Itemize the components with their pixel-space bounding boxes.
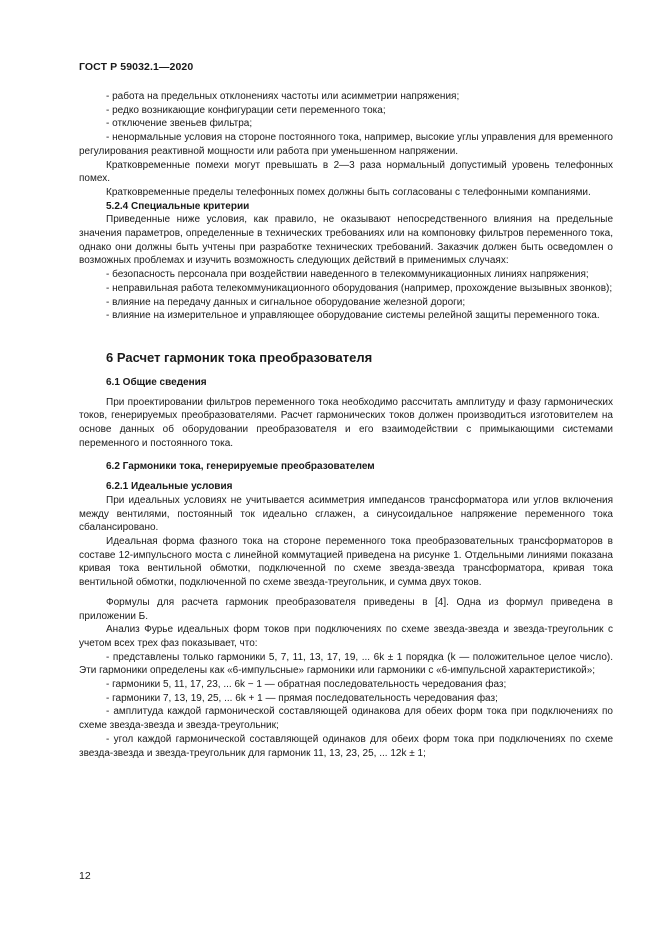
section-6-2-1-paragraph-1: При идеальных условиях не учитывается асимметрия импедансов трансформатора или углов включения между вентилями, постоянный ток идеально сглажен, а синусоидальное напряжение переменного тока сбалансировано. <box>79 494 613 534</box>
section-6-2-1-title: 6.2.1 Идеальные условия <box>106 481 233 493</box>
subsection-5-2-4-text: Приведенные ниже условия, как правило, не оказывают непосредственного влияния на предельные значения параметров, определенные в технических требованиях или на компоновку фильтров переменного тока, однако они должны быть учтены при разработке технических требований. Заказчик должен быть осведомлен о возможных проблемах и изучить возможность следующих действий в применимых случаях: <box>79 214 613 267</box>
section-6-1-text: При проектировании фильтров переменного тока необходимо рассчитать амплитуду и фазу гармонических токов, генерируемых преобразователями. Расчет гармонических токов должен производиться изготовителем на основе данных об оборудовании преобразователя и его взаимодействии с примыкающими системами переменного и постоянного тока. <box>79 396 613 449</box>
list-item: - ненормальные условия на стороне постоянного тока, например, высокие углы управления для временного регулирования реактивной мощности или работа при уменьшенном напряжении. <box>79 132 613 157</box>
list-item: - влияние на измерительное и управляющее оборудование системы релейной защиты переменного тока. <box>106 310 600 322</box>
section-6-2-1-paragraph-4: Анализ Фурье идеальных форм токов при подключениях по схеме звезда-звезда и звезда-треугольник с учетом всех трех фаз показывает, что: <box>79 624 613 649</box>
paragraph-interference-1: Кратковременные помехи могут превышать в 2—3 раза нормальный допустимый уровень телефонных помех. <box>79 159 613 185</box>
section-6-2-1-paragraph-3: Формулы для расчета гармоник преобразователя приведены в [4]. Одна из формул приведена в приложении Б. <box>79 596 613 622</box>
section-6-2-1-paragraph-2: Идеальная форма фазного тока на стороне переменного тока преобразовательных трансформаторов в составе 12-импульсного моста с линейной коммутацией приведена на рисунке 1. Отдельными линиями показана кривая тока вентильной обмотки, подключенной по схеме звезда-звезда трансформатора, кривая тока вентильной обмотки, подключенной по схеме звезда-треугольник, и сумма двух токов. <box>79 535 613 589</box>
section-6-1-title: 6.1 Общие сведения <box>106 376 207 388</box>
document-body <box>79 90 613 760</box>
section-6-2-title: 6.2 Гармоники тока, генерируемые преобразователем <box>106 461 375 473</box>
list-top <box>79 90 613 159</box>
list-item: - влияние на передачу данных и сигнальное оборудование железной дороги; <box>106 296 466 308</box>
list-item: - редко возникающие конфигурации сети переменного тока; <box>106 104 386 116</box>
page-number: 12 <box>79 870 91 882</box>
list-item: - отключение звеньев фильтра; <box>106 118 253 130</box>
list-item: - гармоники 5, 11, 17, 23, ... 6k − 1 — обратная последовательность чередования фаз; <box>106 679 507 691</box>
list-item: - угол каждой гармонической составляющей одинаков для обеих форм тока при подключениях по схеме звезда-звезда и звезда-треугольник для гармоник 11, 13, 23, 25, ... 12k ± 1; <box>79 733 613 759</box>
list-item: - безопасность персонала при воздействии наведенного в телекоммуникационных линиях напряжения; <box>106 269 589 281</box>
document-header: ГОСТ Р 59032.1—2020 <box>79 61 194 73</box>
paragraph-interference-2: Кратковременные пределы телефонных помех должны быть согласованы с телефонными компаниями. <box>106 186 591 198</box>
list-item: - работа на предельных отклонениях частоты или асимметрии напряжения; <box>106 91 460 102</box>
list-item: - представлены только гармоники 5, 7, 11, 13, 17, 19, ... 6k ± 1 порядка (k — положительное целое число). Эти гармоники определены как «6-импульсные» гармоники или гармоники с «6-импульсной характеристикой»; <box>79 651 613 677</box>
list-item: - амплитуда каждой гармонической составляющей одинакова для обеих форм тока при подключениях по схеме звезда-звезда и звезда-треугольник; <box>79 706 613 732</box>
subsection-5-2-4-title: 5.2.4 Специальные критерии <box>106 200 250 212</box>
list-item: - гармоники 7, 13, 19, 25, ... 6k + 1 — прямая последовательность чередования фаз; <box>106 692 498 704</box>
list-item: - неправильная работа телекоммуникационного оборудования (например, прохождение вызывных звонков); <box>106 282 613 294</box>
section-6-title: 6 Расчет гармоник тока преобразователя <box>106 349 373 365</box>
